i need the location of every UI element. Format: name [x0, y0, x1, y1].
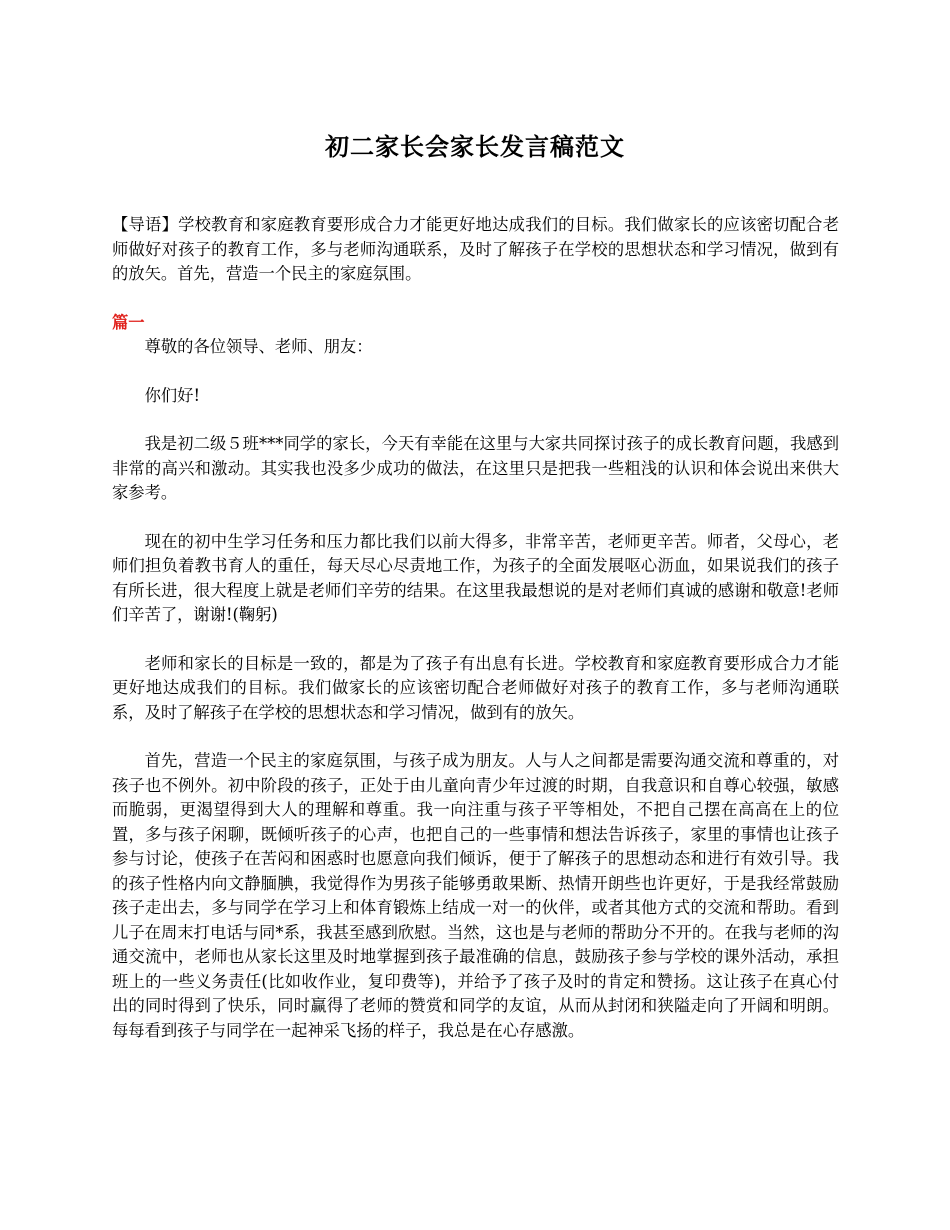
- document-title: 初二家长会家长发言稿范文: [325, 132, 625, 162]
- section-heading: 篇一: [112, 312, 145, 332]
- salutation-paragraph: 尊敬的各位领导、老师、朋友：: [144, 337, 373, 356]
- body-paragraph: 首先，营造一个民主的家庭氛围，与孩子成为朋友。人与人之间都是需要沟通交流和尊重的，对孩子也不例外。初中阶段的孩子，正处于由儿童向青少年过渡的时期，自我意识和自尊心较强，敏感而脆弱，更渴望得到大人的理解和尊重。我一向注重与孩子平等相处，不把自己摆在高高在上的位置，多与孩子闲聊，既倾听孩子的心声，也把自己的一些事情和想法告诉孩子，家里的事情也让孩子参与讨论，使孩子在苦闷和困惑时也愿意向我们倾诉，便于了解孩子的思想动态和进行有效引导。我的孩子性格内向文静腼腆，我觉得作为男孩子能够勇敢果断、热情开朗些也许更好，于是我经常鼓励孩子走出去，多与同学在学习上和体育锻炼上结成一对一的伙伴，或者其他方式的交流和帮助。看到儿子在周末打电话与同*系，我甚至感到欣慰。当然，这也是与老师的帮助分不开的。在我与老师的沟通交流中，老师也从家长这里及时地掌握到孩子最准确的信息，鼓励孩子参与学校的课外活动，承担班上的一些义务责任(比如收作业，复印费等)，并给予了孩子及时的肯定和赞扬。这让孩子在真心付出的同时得到了快乐，同时赢得了老师的赞赏和同学的友谊，从而从封闭和狭隘走向了开阔和明朗。每每看到孩子与同学在一起神采飞扬的样子，我总是在心存感激。: [112, 751, 839, 1040]
- document-body: [112, 213, 839, 1067]
- greeting-paragraph: 你们好!: [144, 385, 200, 405]
- body-paragraph: 我是初二级５班***同学的家长，今天有幸能在这里与大家共同探讨孩子的成长教育问题，我感到非常的高兴和激动。其实我也没多少成功的做法，在这里只是把我一些粗浅的认识和体会说出来供大家参考。: [112, 434, 839, 502]
- body-paragraph: 现在的初中生学习任务和压力都比我们以前大得多，非常辛苦，老师更辛苦。师者，父母心，老师们担负着教书育人的重任，每天尽心尽责地工作，为孩子的全面发展呕心沥血，如果说我们的孩子有所长进，很大程度上就是老师们辛劳的结果。在这里我最想说的是对老师们真诚的感谢和敬意!老师们辛苦了，谢谢!(鞠躬): [112, 531, 839, 624]
- intro-paragraph: 【导语】学校教育和家庭教育要形成合力才能更好地达成我们的目标。我们做家长的应该密切配合老师做好对孩子的教育工作，多与老师沟通联系，及时了解孩子在学校的思想状态和学习情况，做到有的放矢。首先，营造一个民主的家庭氛围。: [112, 215, 839, 283]
- body-paragraph: 老师和家长的目标是一致的，都是为了孩子有出息有长进。学校教育和家庭教育要形成合力才能更好地达成我们的目标。我们做家长的应该密切配合老师做好对孩子的教育工作，多与老师沟通联系，及时了解孩子在学校的思想状态和学习情况，做到有的放矢。: [112, 653, 839, 722]
